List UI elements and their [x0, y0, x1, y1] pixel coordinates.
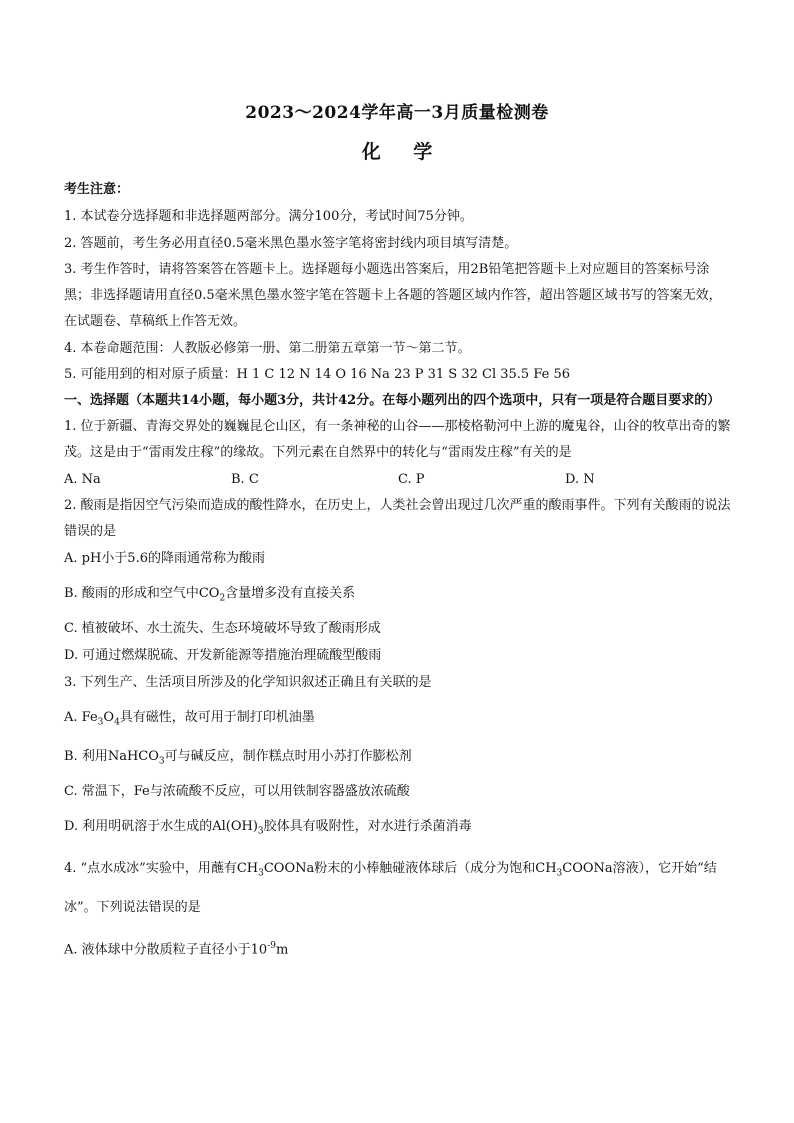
question-1-option-a: A. Na — [64, 472, 101, 487]
question-1-option-c: C. P — [398, 472, 425, 487]
question-1-options — [64, 466, 732, 493]
notice-item-5: 5. 可能用到的相对原子质量：H 1 C 12 N 14 O 16 Na 23 P 31 S 32 Cl 35.5 Fe 56 — [64, 367, 570, 382]
question-1-option-d: D. N — [565, 472, 595, 487]
section-1-heading: 一、选择题（本题共14小题，每小题3分，共计42分。在每小题列出的四个选项中，只有一项是符合题目要求的） — [64, 393, 721, 408]
question-3-option-d: D. 利用明矾溶于水生成的$Al(OH)_3$胶体具有吸附性，对水进行杀菌消毒 — [64, 819, 472, 837]
question-2-option-c: C. 植被破坏、水土流失、生态环境破坏导致了酸雨形成 — [64, 621, 381, 636]
question-2-stem: 2. 酸雨是指因空气污染而造成的酸性降水，在历史上，人类社会曾出现过几次严重的酸雨事件。下列有关酸雨的说法错误的是 — [64, 498, 731, 539]
question-1-stem: 1. 位于新疆、青海交界处的巍巍昆仑山区，有一条神秘的山谷——那棱格勒河中上游的魔鬼谷，山谷的牧草出奇的繁茂。这是由于“雷雨发庄稼”的缘故。下列元素在自然界中的转化与“雷雨发庄稼”有关的是 — [64, 419, 731, 460]
notice-item-2: 2. 答题前，考生务必用直径0.5毫米黑色墨水签字笔将密封线内项目填写清楚。 — [64, 236, 518, 251]
exam-content — [64, 176, 732, 960]
notice-heading: 考生注意： — [64, 182, 130, 197]
question-2-option-b: B. 酸雨的形成和空气中$CO_2$含量增多没有直接关系 — [64, 586, 356, 604]
question-3-option-b: B. 利用NaHCO$_3$可与碱反应，制作糕点时用小苏打作膨松剂 — [64, 749, 412, 767]
question-3-option-a: A. $Fe_3O_4$具有磁性，故可用于制打印机油墨 — [64, 710, 315, 728]
question-1-option-b: B. C — [231, 472, 259, 487]
question-4-stem: 4. “点水成冰”实验中，用蘸有$CH_3COONa$粉末的小棒触碰液体球后（成分为饱和$CH_3COONa$溶液），它开始“结冰”。下列说法错误的是 — [64, 861, 717, 915]
notice-item-4: 4. 本卷命题范围：人教版必修第一册、第二册第五章第一节～第二节。 — [64, 341, 471, 356]
question-2-option-a: A. pH小于5.6的降雨通常称为酸雨 — [64, 551, 265, 566]
question-3-stem: 3. 下列生产、生活项目所涉及的化学知识叙述正确且有关联的是 — [64, 675, 432, 690]
notice-item-3: 3. 考生作答时，请将答案答在答题卡上。选择题每小题选出答案后，用2B铅笔把答题卡上对应题目的答案标号涂黑；非选择题请用直径0.5毫米黑色墨水签字笔在答题卡上各题的答题区域内作答，超出答题区域书写的答案无效，在试题卷、草稿纸上作答无效。 — [64, 262, 722, 329]
subject-title: 化 学 — [361, 141, 433, 163]
question-4-option-a: A. 液体球中分散质粒子直径小于$10^{-9}m$ — [64, 940, 289, 957]
question-3-option-c: C. 常温下，Fe与浓硫酸不反应，可以用铁制容器盛放浓硫酸 — [64, 784, 410, 799]
question-2-option-d: D. 可通过燃煤脱硫、开发新能源等措施治理硫酸型酸雨 — [64, 648, 382, 663]
exam-title: 2023～2024学年高一3月质量检测卷 — [245, 103, 549, 123]
notice-item-1: 1. 本试卷分选择题和非选择题两部分。满分100分，考试时间75分钟。 — [64, 209, 473, 224]
